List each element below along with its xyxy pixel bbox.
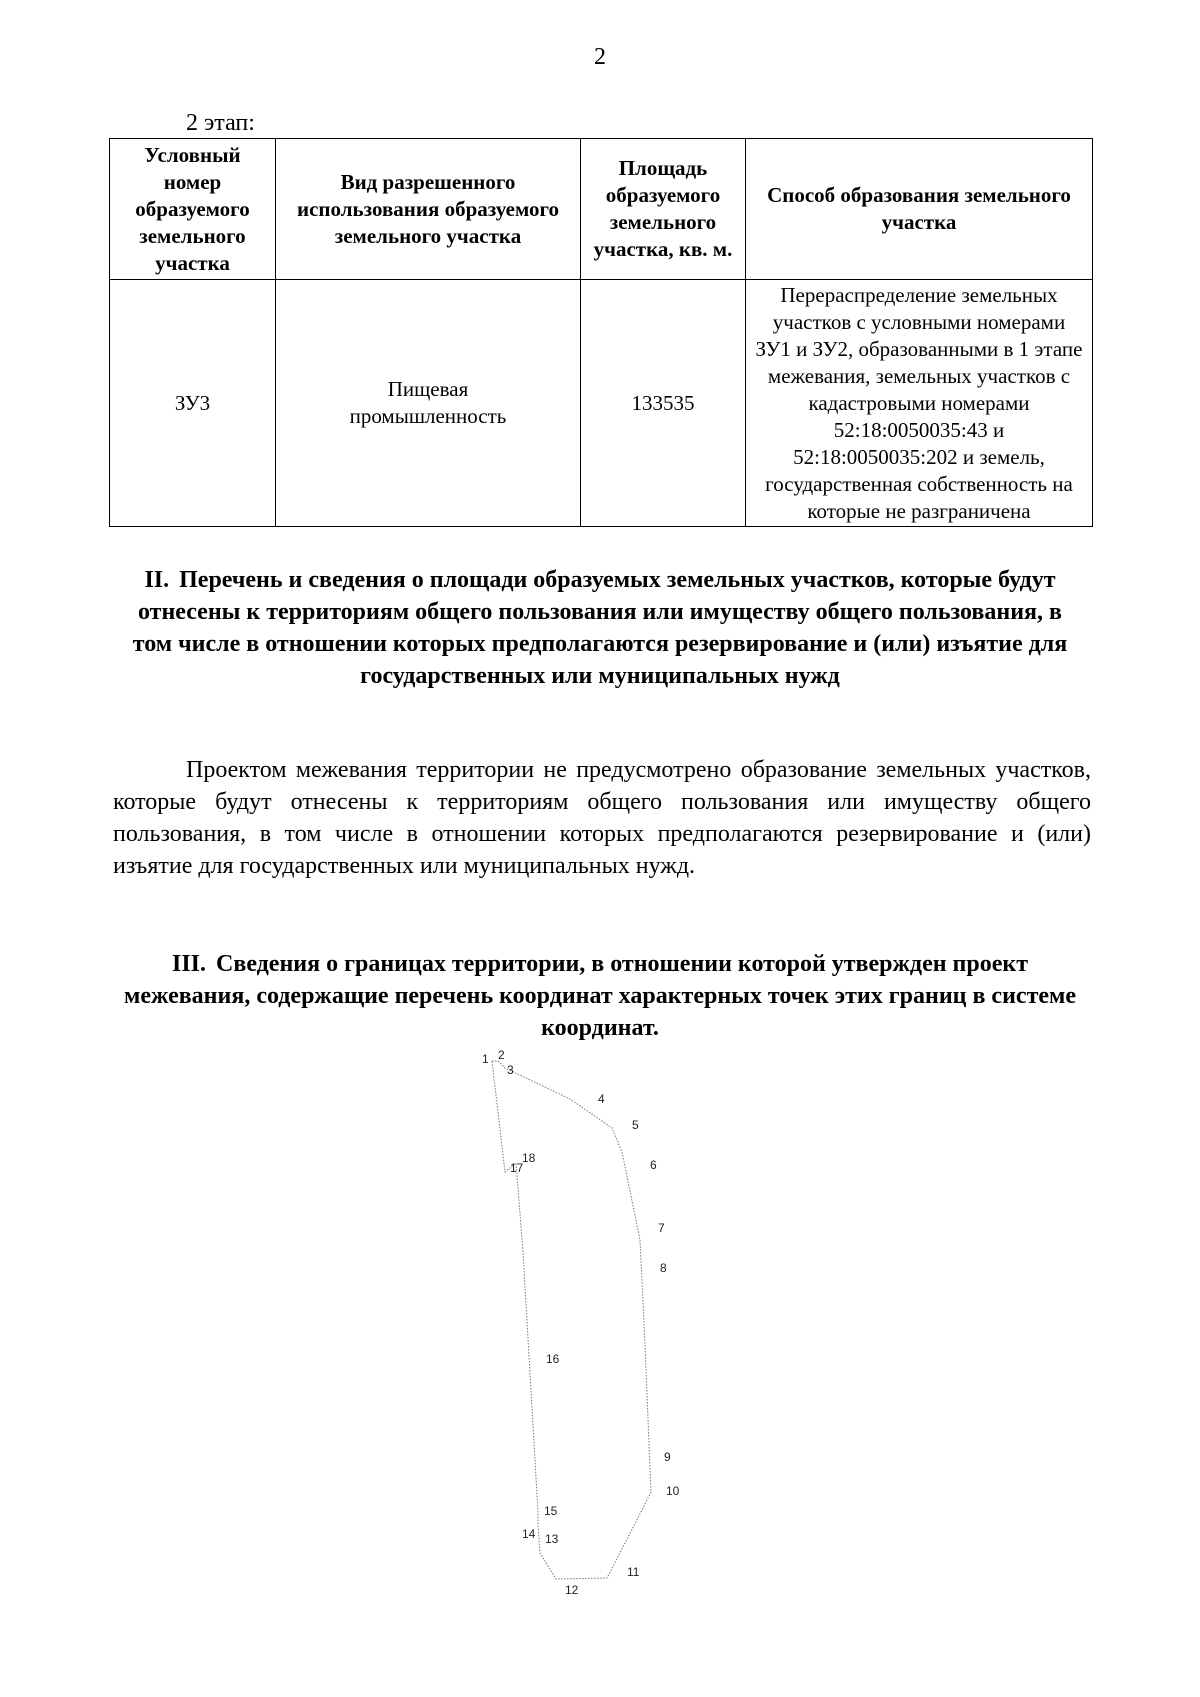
point-label-17: 17	[510, 1161, 524, 1175]
cell-area: 133535	[581, 280, 746, 527]
point-label-7: 7	[658, 1221, 665, 1235]
header-area: Площадь образуемого земельного участка, кв. м.	[581, 139, 746, 280]
section-2-paragraph: Проектом межевания территории не предусмотрено образование земельных участков, которые будут отнесены к территориям общего пользования или имуществу общего пользования, в том числе в отношении которых предполагаются резервирование и (или) изъятие для государственных или муниципальных нужд.	[113, 757, 1091, 879]
point-label-2: 2	[498, 1048, 505, 1062]
header-usage-type: Вид разрешенного использования образуемого земельного участка	[276, 139, 581, 280]
point-label-10: 10	[666, 1484, 680, 1498]
point-label-15: 15	[544, 1504, 558, 1518]
table-row	[110, 280, 1093, 527]
point-label-9: 9	[664, 1450, 671, 1464]
table-header-row	[110, 139, 1093, 280]
header-plot-number: Условный номер образуемого земельного участка	[110, 139, 276, 280]
cell-plot-number: ЗУ3	[110, 280, 276, 527]
land-plots-table	[109, 138, 1093, 527]
point-label-18: 18	[522, 1151, 536, 1165]
point-label-6: 6	[650, 1158, 657, 1172]
section-3-heading	[120, 948, 1080, 1044]
stage-label: 2 этап:	[186, 110, 255, 136]
page-number: 2	[594, 44, 606, 70]
point-label-14: 14	[522, 1527, 536, 1541]
point-label-1: 1	[482, 1052, 489, 1066]
boundary-schema	[450, 1040, 750, 1597]
section-3-numeral: III.	[172, 951, 207, 977]
point-label-4: 4	[598, 1092, 605, 1106]
header-formation-method: Способ образования земельного участка	[746, 139, 1093, 280]
point-label-8: 8	[660, 1261, 667, 1275]
point-label-13: 13	[545, 1532, 559, 1546]
section-2-heading	[120, 564, 1080, 692]
point-label-16: 16	[546, 1352, 560, 1366]
section-2-numeral: II.	[144, 567, 170, 593]
section-3-title: Сведения о границах территории, в отношении которой утвержден проект межевания, содержащие перечень координат характерных точек этих границ в системе координат.	[123, 951, 1077, 1041]
point-label-3: 3	[507, 1063, 514, 1077]
cell-usage-type: Пищевая промышленность	[276, 280, 581, 527]
cell-formation-method: Перераспределение земельных участков с условными номерами ЗУ1 и ЗУ2, образованными в 1 этапе межевания, земельных участков с кадастровыми номерами 52:18:0050035:43 и 52:18:0050035:202 и земель, государственная собственность на которые не разграничена	[746, 280, 1093, 527]
point-label-5: 5	[632, 1118, 639, 1132]
point-label-12: 12	[565, 1583, 579, 1597]
section-2-title: Перечень и сведения о площади образуемых земельных участков, которые будут отнесены к территориям общего пользования или имуществу общего пользования, в том числе в отношении которых предполагаются резервирование и (или) изъятие для государственных или муниципальных нужд	[132, 567, 1068, 689]
boundary-line	[492, 1061, 651, 1579]
point-label-11: 11	[627, 1565, 640, 1579]
